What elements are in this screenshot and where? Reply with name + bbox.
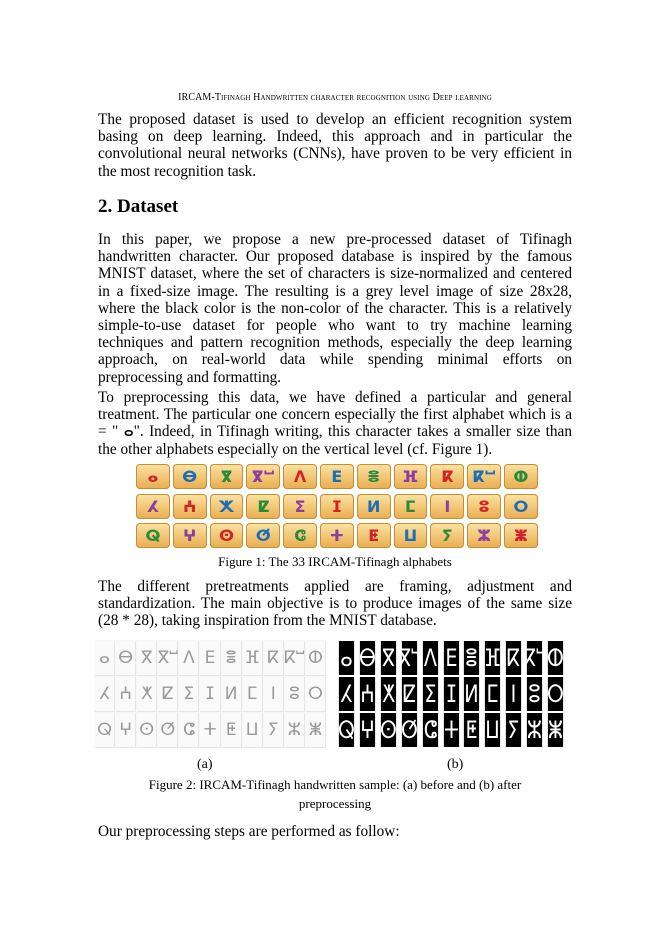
alphabet-tile — [357, 523, 391, 548]
processed-sample — [381, 641, 396, 675]
pretreatment-paragraph: The different pretreatments applied are framing, adjustment and standardization. The main objective is to produce images of the same size (28 * 28), taking inspiration from the MNIST database. — [98, 578, 572, 630]
sample-glyph: ⵄ — [360, 680, 375, 708]
raw-sample — [95, 641, 115, 676]
alphabet-tile — [357, 464, 391, 489]
processed-sample — [523, 641, 547, 675]
alphabet-tile — [283, 464, 317, 489]
processed-sample — [443, 641, 458, 675]
sample-glyph: ⵡ — [245, 720, 259, 740]
raw-sample — [222, 677, 242, 712]
sample-glyph: ⴱ — [118, 648, 134, 668]
sample-glyph: ⴳ — [381, 644, 395, 672]
processed-sample — [397, 641, 421, 675]
processed-sample — [548, 677, 563, 711]
raw-sample — [264, 713, 284, 748]
figure-1-caption: Figure 1: The 33 IRCAM-Tifinagh alphabets — [218, 554, 452, 569]
sample-glyph: ⵥ — [308, 720, 323, 740]
alphabet-tile — [246, 464, 280, 489]
alphabet-glyph: ⵓ — [478, 496, 490, 516]
sample-glyph: ⴼ — [244, 648, 260, 668]
sample-glyph: ⵅ — [381, 680, 395, 708]
alphabet-tile — [467, 494, 501, 519]
sample-glyph: ⴹ — [444, 644, 458, 672]
sample-glyph: ⵕ — [337, 716, 355, 744]
processed-sample — [464, 713, 479, 747]
raw-sample — [200, 713, 220, 748]
sample-glyph: ⵖ — [360, 716, 375, 744]
raw-sample — [116, 641, 136, 676]
raw-sample — [285, 677, 305, 712]
sample-glyph: ⵚ — [160, 720, 176, 740]
sample-glyph: ⵜ — [203, 720, 217, 740]
sample-glyph: ⵙ — [139, 720, 155, 740]
sample-glyph: ⵎ — [246, 684, 258, 704]
sample-glyph: ⵖ — [119, 720, 133, 740]
processed-sample — [381, 713, 396, 747]
raw-sample — [243, 713, 263, 748]
processed-sample — [443, 713, 458, 747]
sample-glyph: ⵣ — [287, 720, 302, 740]
alphabet-glyph: ⵙ — [218, 526, 235, 545]
sample-glyph: ⴽ — [507, 644, 521, 672]
sample-glyph: ⴷ — [423, 644, 437, 672]
alphabet-glyph: ⵥ — [514, 526, 528, 545]
processed-sample — [506, 641, 521, 675]
processed-sample — [423, 641, 438, 675]
raw-sample — [95, 677, 115, 712]
sample-glyph: ⴱ — [358, 644, 376, 672]
alphabet-tile — [283, 523, 317, 548]
raw-sample — [179, 713, 199, 748]
processed-sample — [423, 677, 438, 711]
sample-glyph: ⵥ — [547, 716, 564, 744]
alphabet-glyph: ⵕ — [145, 526, 161, 545]
raw-sample — [116, 713, 136, 748]
raw-sample — [137, 641, 157, 676]
alphabet-glyph: ⵃ — [146, 496, 159, 516]
alphabet-glyph: ⵖ — [183, 526, 197, 545]
raw-sample — [222, 713, 242, 748]
processed-sample — [423, 713, 438, 747]
figure-2b-label: (b) — [447, 757, 464, 772]
processed-sample — [527, 677, 542, 711]
sample-glyph: ⵍ — [464, 680, 480, 708]
sample-glyph: ⴻ — [225, 648, 237, 668]
closing-paragraph: Our preprocessing steps are performed as follow: — [98, 823, 400, 840]
alphabet-glyph: ⵄ — [183, 496, 197, 516]
alphabet-tile — [246, 523, 280, 548]
sample-glyph: ⵊ — [446, 680, 456, 708]
alphabet-glyph: ⴼ — [402, 467, 419, 486]
alphabet-tile — [394, 464, 428, 489]
alphabet-glyph: ⴽ — [441, 467, 454, 486]
sample-glyph: ⵎ — [486, 680, 499, 708]
intro-paragraph: The proposed dataset is used to develop an efficient recognition system basing on deep learning. Indeed, this approach and in particular the convolutional neural networks (CNNs), have proven to be very efficient in the most recognition task. — [98, 111, 572, 180]
sample-glyph: ⵄ — [119, 684, 133, 704]
alphabet-tile — [173, 523, 207, 548]
sample-glyph: ⵓ — [528, 680, 541, 708]
sample-glyph: ⵃ — [340, 680, 353, 708]
figure-1-alphabet-grid — [136, 464, 540, 552]
alphabet-glyph: ⴱ — [182, 467, 198, 486]
alphabet-glyph: ⵜ — [329, 526, 344, 545]
alphabet-glyph: ⴷ — [293, 467, 307, 486]
alphabet-tile — [136, 494, 170, 519]
raw-sample — [137, 713, 157, 748]
alphabet-tile — [394, 494, 428, 519]
alphabet-tile — [357, 494, 391, 519]
section-title: 2. Dataset — [98, 196, 179, 217]
dataset-paragraph: In this paper, we propose a new pre-processed dataset of Tifinagh handwritten character. Our proposed database is inspired by the famous MNIST dataset, where the set of characters is size-normalized and centered in a fixed-size image. The resulting is a grey level image of size 28x28, where the black color is the non-color of the character. This is a relatively simple-to-use dataset for people who want to try machine learning techniques and pattern recognition methods, especially the deep learning approach, on real-world data while spending minimal efforts on preprocessing and formatting. — [98, 231, 572, 386]
alphabet-glyph: ⵅ — [219, 496, 234, 516]
alphabet-tile — [173, 464, 207, 489]
sample-glyph: ⴳⵯ — [397, 644, 421, 672]
alphabet-glyph: ⵀ — [513, 467, 529, 486]
alphabet-tile — [210, 523, 244, 548]
sample-glyph: ⴻ — [465, 644, 479, 672]
alphabet-glyph: ⵚ — [255, 526, 271, 545]
processed-sample — [464, 677, 479, 711]
alphabet-tile — [320, 494, 354, 519]
sample-glyph: ⵢ — [267, 720, 279, 740]
raw-sample — [179, 677, 199, 712]
raw-sample — [158, 641, 178, 676]
sample-glyph: ⵅ — [141, 684, 153, 704]
alphabet-tile — [246, 494, 280, 519]
alphabet-glyph: ⵟ — [368, 526, 380, 545]
sample-glyph: ⵏ — [510, 680, 517, 708]
figure-2a-label: (a) — [197, 757, 213, 772]
sample-glyph: ⴹ — [204, 648, 216, 668]
alphabet-glyph: ⴰ — [147, 467, 159, 486]
running-header: IRCAM-Tifinagh Handwritten character recognition using Deep learning — [178, 92, 492, 103]
alphabet-tile — [210, 464, 244, 489]
sample-glyph: ⵟ — [465, 716, 478, 744]
raw-sample — [264, 677, 284, 712]
alphabet-tile — [136, 464, 170, 489]
raw-sample — [158, 713, 178, 748]
alphabet-tile — [430, 523, 464, 548]
alphabet-glyph: ⵇ — [257, 496, 270, 516]
alphabet-glyph: ⵛ — [294, 526, 306, 545]
sample-glyph: ⵜ — [443, 716, 459, 744]
processed-sample — [339, 713, 354, 747]
processed-sample — [464, 641, 479, 675]
alphabet-glyph: ⵎ — [405, 496, 416, 516]
raw-sample — [200, 677, 220, 712]
raw-sample — [306, 677, 326, 712]
sample-glyph: ⵕ — [96, 720, 113, 740]
sample-glyph: ⵚ — [400, 716, 418, 744]
raw-sample — [137, 677, 157, 712]
alphabet-glyph: ⴻ — [367, 467, 381, 486]
sample-glyph: ⵡ — [485, 716, 501, 744]
alphabet-tile — [210, 494, 244, 519]
alphabet-tile — [504, 523, 538, 548]
alphabet-glyph: ⵊ — [332, 496, 342, 516]
raw-sample — [158, 677, 178, 712]
processed-sample — [506, 713, 521, 747]
alphabet-glyph: ⵍ — [367, 496, 381, 516]
sample-glyph: ⴰ — [99, 648, 111, 668]
raw-sample — [179, 641, 199, 676]
sample-glyph: ⵏ — [270, 684, 276, 704]
sample-glyph: ⴳ — [140, 648, 153, 668]
alphabet-glyph: ⵔ — [513, 496, 529, 516]
sample-glyph: ⴰ — [340, 644, 353, 672]
sample-glyph: ⵛ — [423, 716, 437, 744]
alphabet-glyph: ⵢ — [441, 526, 453, 545]
sample-glyph: ⴼ — [484, 644, 502, 672]
figure-2-caption-line1: Figure 2: IRCAM-Tifinagh handwritten sample: (a) before and (b) after — [148, 777, 522, 792]
processed-sample — [485, 677, 500, 711]
processed-sample — [527, 713, 542, 747]
sample-glyph: ⵃ — [99, 684, 110, 704]
alphabet-glyph: ⴳⵯ — [251, 467, 275, 486]
raw-sample — [243, 641, 263, 676]
sample-glyph: ⴽⵯ — [284, 648, 305, 668]
alphabet-tile — [467, 523, 501, 548]
raw-sample — [285, 641, 305, 676]
raw-sample — [200, 641, 220, 676]
alphabet-tile — [430, 464, 464, 489]
sample-glyph: ⵉ — [183, 684, 195, 704]
alphabet-tile — [504, 494, 538, 519]
alphabet-glyph: ⴹ — [331, 467, 343, 486]
sample-glyph: ⵔ — [547, 680, 565, 708]
sample-glyph: ⵍ — [224, 684, 238, 704]
processed-sample — [485, 713, 500, 747]
alphabet-glyph: ⵏ — [444, 496, 451, 516]
processed-sample — [360, 713, 375, 747]
processed-sample — [381, 677, 396, 711]
raw-sample — [222, 641, 242, 676]
figure-2a-before-preprocessing — [94, 640, 326, 748]
figure-2-caption-line2: preprocessing — [298, 796, 372, 811]
alphabet-tile — [136, 523, 170, 548]
alphabet-tile — [467, 464, 501, 489]
alphabet-glyph: ⴳ — [220, 467, 233, 486]
processed-sample — [402, 677, 417, 711]
raw-sample — [285, 713, 305, 748]
sample-glyph: ⵣ — [527, 716, 543, 744]
alphabet-glyph: ⵉ — [294, 496, 306, 516]
processed-sample — [339, 641, 354, 675]
raw-sample — [116, 677, 136, 712]
alphabet-glyph: ⵡ — [403, 526, 418, 545]
sample-glyph: ⵀ — [307, 648, 323, 668]
sample-glyph: ⵉ — [424, 680, 437, 708]
sample-glyph: ⵓ — [288, 684, 300, 704]
raw-sample — [243, 677, 263, 712]
alphabet-tile — [173, 494, 207, 519]
sample-glyph: ⵟ — [225, 720, 237, 740]
alphabet-glyph: ⵣ — [477, 526, 491, 545]
sample-glyph: ⴽⵯ — [523, 644, 547, 672]
preprocessing-paragraph: To preprocessing this data, we have defined a particular and general treatment. The particular one concern especially the first alphabet which is a = " ⴰ". Indeed, in Tifinagh writing, this character takes a smaller size than the other alphabets especially on the vertical level (cf. Figure 1). — [98, 389, 572, 458]
sample-glyph: ⵔ — [307, 684, 323, 704]
sample-glyph: ⵙ — [379, 716, 397, 744]
sample-glyph: ⴳⵯ — [157, 648, 178, 668]
raw-sample — [95, 713, 115, 748]
sample-glyph: ⵀ — [547, 644, 565, 672]
processed-sample — [360, 641, 375, 675]
raw-sample — [306, 641, 326, 676]
sample-glyph: ⵇ — [402, 680, 416, 708]
alphabet-tile — [320, 523, 354, 548]
processed-sample — [339, 677, 354, 711]
raw-sample — [264, 641, 284, 676]
processed-sample — [360, 677, 375, 711]
processed-sample — [548, 641, 563, 675]
processed-sample — [548, 713, 563, 747]
alphabet-tile — [430, 494, 464, 519]
processed-sample — [506, 677, 521, 711]
sample-glyph: ⵢ — [507, 716, 520, 744]
sample-glyph: ⵊ — [205, 684, 215, 704]
alphabet-tile — [394, 523, 428, 548]
alphabet-tile — [320, 464, 354, 489]
figure-2b-after-preprocessing — [336, 640, 566, 748]
processed-sample — [443, 677, 458, 711]
alphabet-glyph: ⴽⵯ — [472, 467, 496, 486]
processed-sample — [402, 713, 417, 747]
sample-glyph: ⴷ — [183, 648, 195, 668]
sample-glyph: ⴽ — [267, 648, 280, 668]
processed-sample — [485, 641, 500, 675]
raw-sample — [306, 713, 326, 748]
sample-glyph: ⵇ — [161, 684, 174, 704]
alphabet-tile — [283, 494, 317, 519]
sample-glyph: ⵛ — [182, 720, 195, 740]
alphabet-tile — [504, 464, 538, 489]
